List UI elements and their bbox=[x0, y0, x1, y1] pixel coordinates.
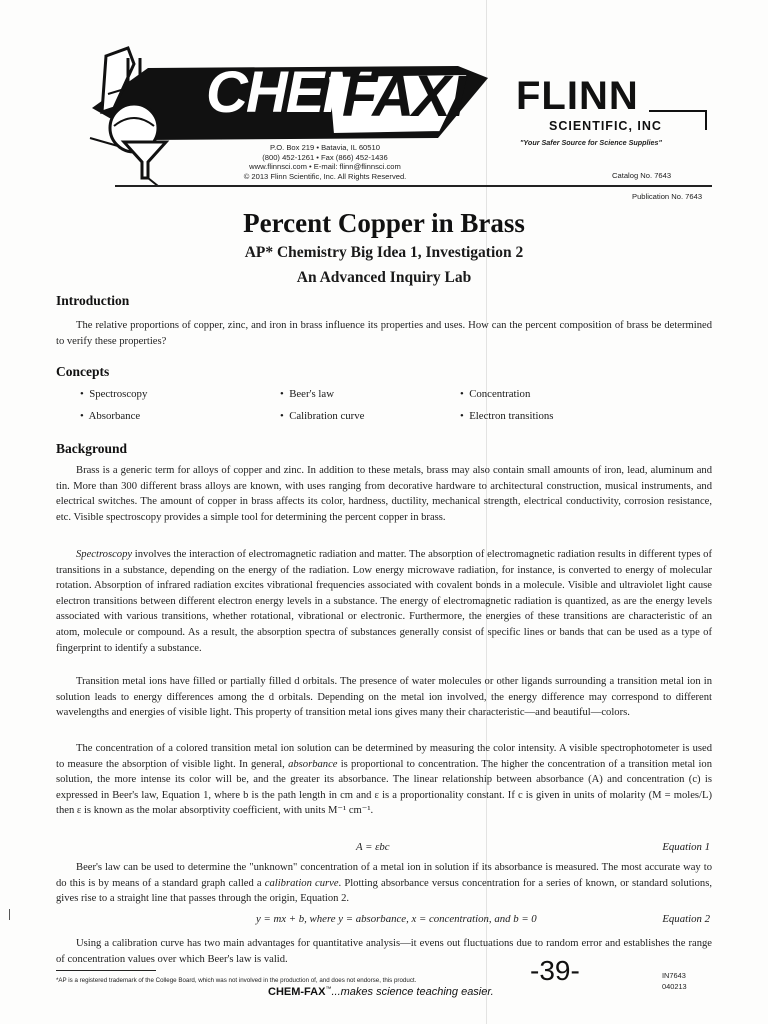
emphasis-term: Spectroscopy bbox=[76, 549, 133, 560]
concept-label: Spectroscopy bbox=[89, 388, 148, 400]
concept-item: • Concentration bbox=[460, 388, 531, 400]
introduction-heading: Introduction bbox=[56, 293, 130, 308]
background-heading: Background bbox=[56, 441, 128, 456]
concept-label: Beer's law bbox=[289, 388, 335, 400]
concept-item: • Absorbance bbox=[80, 410, 141, 422]
concept-label: Concentration bbox=[469, 388, 531, 400]
equation-2-label: Equation 2 bbox=[662, 913, 710, 925]
paragraph-text: Transition metal ions have filled or partially filled d orbitals. The presence of water molecules or other ligands surrounding a transition metal ion in solution leads to energy differences among the d orbitals. Depending on the metal ion involved, the energy difference may correspond to different wavelengths and energies of visible light. This property of transition metal ions gives many their characteristic—and beautiful—colors. bbox=[56, 676, 712, 719]
background-paragraph-1 bbox=[56, 463, 712, 525]
concept-item: • Beer's law bbox=[280, 388, 335, 400]
document-subtitle: AP* Chemistry Big Idea 1, Investigation 2 bbox=[244, 244, 524, 261]
document-subtitle-2: An Advanced Inquiry Lab bbox=[296, 269, 472, 286]
document-codes bbox=[662, 970, 687, 992]
concept-label: Calibration curve bbox=[289, 410, 365, 422]
background-paragraph-3 bbox=[56, 674, 712, 721]
paragraph-text: is proportional to concentration. The higher the concentration of a transition metal ion solution, the more intense its color will be, and the greater its absorbance. The linear relationship between absorbance (A) and concentration (c) is expressed in Beer's law, Equation 1, where b is the path length in cm and ε is a proportionality constant. If c is given in units of molarity (M = moles/L) then ε is known as the molar absorptivity coefficient, with units M⁻¹ cm⁻¹. bbox=[56, 758, 713, 817]
paragraph-text: The concentration of a colored transition metal ion solution can be determined by measuring the color intensity. A visible spectrophotometer is used to measure the absorption of visible light. In general, bbox=[56, 743, 712, 770]
date-code: 040213 bbox=[662, 982, 687, 991]
equation-1: A = εbc bbox=[356, 841, 390, 853]
address-line: P.O. Box 219 • Batavia, IL 60510 bbox=[270, 143, 380, 152]
emphasis-term: absorbance bbox=[288, 758, 338, 770]
footnote-rule bbox=[56, 970, 156, 971]
concept-label: Electron transitions bbox=[469, 410, 554, 422]
chemfax-slogan: ...makes science teaching easier. bbox=[331, 986, 494, 998]
flinn-brand: FLINN bbox=[516, 74, 639, 118]
equation-2: y = mx + b, where y = absorbance, x = concentration, and b = 0 bbox=[256, 913, 537, 925]
web-email-line: www.flinnsci.com • E-mail: flinn@flinnsci.com bbox=[249, 162, 401, 172]
introduction-body: The relative proportions of copper, zinc, and iron in brass influence its properties and uses. How can the percent composition of brass be determined to verify these properties? bbox=[56, 320, 712, 347]
brand-rule-vertical bbox=[705, 110, 707, 130]
concept-item: • Electron transitions bbox=[460, 410, 554, 422]
concepts-heading: Concepts bbox=[56, 364, 110, 379]
publication-number: Publication No. 7643 bbox=[632, 192, 703, 201]
paragraph-text: Beer's law can be used to determine the "unknown" concentration of a metal ion in solution if its absorbance is measured. The most accurate way to do this is by means of a standard graph called a bbox=[56, 862, 712, 889]
background-paragraph-6 bbox=[56, 936, 712, 967]
item-code: IN7643 bbox=[662, 971, 686, 980]
phone-line: (800) 452-1261 • Fax (866) 452-1436 bbox=[262, 152, 388, 162]
logo-fax-text: FAX! bbox=[342, 64, 467, 129]
concept-label: Absorbance bbox=[88, 410, 141, 422]
handwritten-page-number: -39- bbox=[530, 955, 580, 986]
paragraph-text: involves the interaction of electromagnetic radiation and matter. The absorption of electromagnetic radiation results in different types of transitions in a substance, depending on the energy of the radiation. Low energy microwave radiation, for instance, is converted to energy of molecular rotation. Absorption of infrared radiation excites vibrational frequencies associated with covalent bonds in a molecule. Visible and ultraviolet light cause electron transitions between different electron energy levels in a substance. The energy of electromagnetic radiation is quantized, as are the energy levels associated with various transitions, whether rotational, vibrational or electronic. Furthermore, the energies of these transitions are characteristic of an atom, molecule or compound. As a result, the absorption spectra of substances generally consist of specific lines or bands that can be used as a type of fingerprint to identify a substance. bbox=[56, 549, 712, 654]
brand-tagline: "Your Safer Source for Science Supplies" bbox=[520, 138, 662, 147]
document-title: Percent Copper in Brass bbox=[243, 208, 525, 238]
publisher-address bbox=[225, 143, 425, 181]
margin-mark bbox=[9, 909, 10, 920]
background-paragraph-4 bbox=[56, 741, 712, 819]
flinn-brand-sub: SCIENTIFIC, INC bbox=[549, 119, 662, 133]
catalog-number: Catalog No. 7643 bbox=[612, 171, 672, 180]
equation-1-label: Equation 1 bbox=[662, 841, 710, 853]
brand-rule bbox=[649, 110, 707, 112]
background-paragraph-5 bbox=[56, 860, 712, 907]
chemfax-footer: CHEM-FAX™...makes science teaching easier. bbox=[268, 986, 494, 998]
copyright-line: © 2013 Flinn Scientific, Inc. All Rights Reserved. bbox=[243, 171, 407, 181]
logo-chem-text: CHEM bbox=[206, 60, 369, 125]
paragraph-text: Using a calibration curve has two main advantages for quantitative analysis—it evens out fluctuations due to random error and establishes the range of concentration values over which Beer's law is valid. bbox=[56, 938, 712, 965]
paragraph-text: Brass is a generic term for alloys of copper and zinc. In addition to these metals, brass may also contain small amounts of iron, lead, aluminum and tin. More than 300 different brass alloys are known, with uses ranging from decorative hardware to architectural construction, musical instruments, and electrical switches. The amount of copper in brass affects its color, hardness, ductility, mechanical strength, electrical conductivity, corrosion resistance, etc. Visible spectroscopy provides a simple tool for determining the percent copper in brass. bbox=[56, 465, 712, 523]
paragraph-text: . Plotting absorbance versus concentration for a series of known, or standard solutions, gives rise to a straight line that passes through the origin, Equation 2. bbox=[56, 877, 712, 905]
chemfax-brand: CHEM-FAX bbox=[268, 986, 326, 998]
introduction-text bbox=[56, 318, 712, 349]
concept-item: • Spectroscopy bbox=[80, 388, 148, 400]
trademark-footnote: *AP is a registered trademark of the College Board, which was not involved in the production of, and does not endorse, this product. bbox=[56, 977, 417, 984]
header-divider bbox=[115, 185, 712, 187]
background-paragraph-2 bbox=[56, 547, 712, 656]
concept-item: • Calibration curve bbox=[280, 410, 365, 422]
emphasis-term: calibration curve bbox=[264, 877, 339, 889]
